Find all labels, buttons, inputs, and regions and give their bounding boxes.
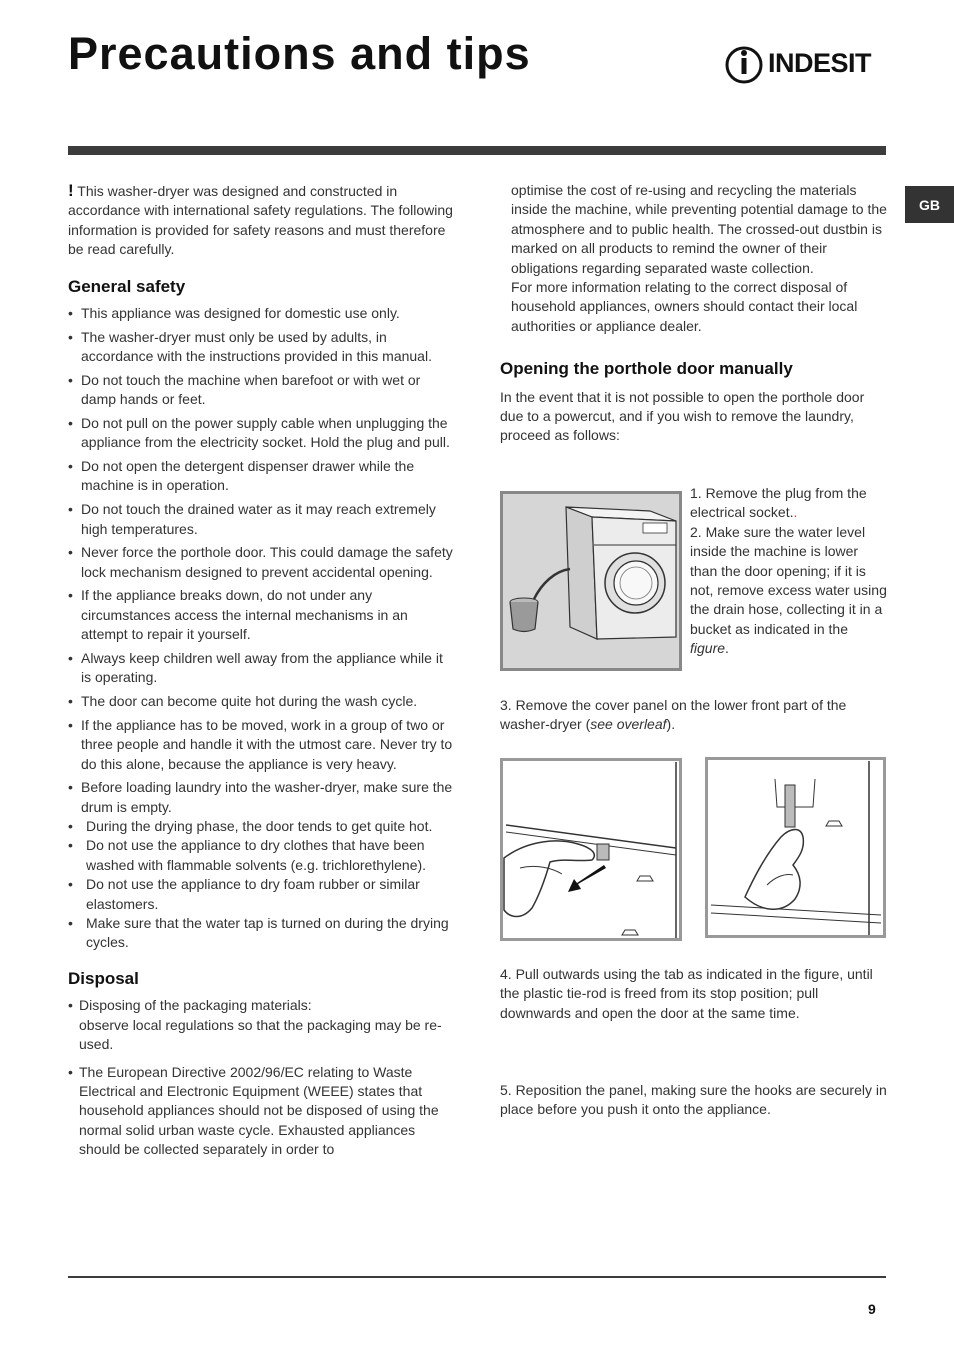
- porthole-heading: Opening the porthole door manually: [500, 359, 793, 379]
- list-item: [68, 996, 456, 1054]
- list-item: • If the appliance breaks down, do not under any circumstances access the internal mechanisms in an attempt to repair it yourself.: [68, 586, 456, 644]
- step-3: 3. Remove the cover panel on the lower front part of the washer-dryer (see overleaf).: [500, 697, 847, 733]
- list-item: • Do not use the appliance to dry clothes that have been washed with flammable solvents (e.g. trichlorethylene).: [68, 836, 456, 875]
- list-item: • The door can become quite hot during the wash cycle.: [68, 692, 456, 711]
- right-column: [500, 181, 888, 446]
- porthole-section: [500, 359, 888, 446]
- header-rule: [68, 146, 886, 155]
- list-item: • Do not use the appliance to dry foam rubber or similar elastomers.: [68, 875, 456, 914]
- step-1: 1. Remove the plug from the electrical socket..: [690, 485, 867, 521]
- left-column: [68, 181, 456, 1168]
- list-item: • If the appliance has to be moved, work in a group of two or three people and handle it with the utmost care. Never try to do this alone, because the appliance is very heavy.: [68, 716, 456, 774]
- porthole-intro: In the event that it is not possible to open the porthole door due to a powercut, and if you wish to remove the laundry, proceed as follows:: [500, 388, 865, 444]
- packaging-detail: observe local regulations so that the packaging may be re-used.: [79, 1016, 442, 1053]
- disposal-heading: Disposal: [68, 968, 139, 988]
- list-item: • During the drying phase, the door tends to get quite hot.: [68, 817, 456, 836]
- step-2: 2. Make sure the water level inside the machine is lower than the door opening; if it is not, remove excess water using the drain hose, collecting it in a bucket as indicated in the figure.: [690, 523, 887, 657]
- disposal-list: [68, 996, 456, 1159]
- general-safety-list: [68, 304, 456, 953]
- disposal-section: [68, 969, 456, 1160]
- list-item: • Always keep children well away from the appliance while it is operating.: [68, 649, 456, 688]
- indesit-logo: [724, 40, 888, 86]
- list-item: • Do not touch the drained water as it may reach extremely high temperatures.: [68, 500, 456, 539]
- language-tab: GB: [905, 186, 954, 223]
- list-item: • Do not open the detergent dispenser drawer while the machine is in operation.: [68, 457, 456, 496]
- disposal-continued: optimise the cost of re-using and recycling the materials inside the machine, while preventing potential damage to the atmosphere and to public health. The crossed-out dustbin is marked on all products to remind the owner of their obligations regarding separated waste collection.: [511, 182, 887, 276]
- list-item: • Before loading laundry into the washer-dryer, make sure the drum is empty.: [68, 778, 456, 817]
- step-4: 4. Pull outwards using the tab as indicated in the figure, until the plastic tie-rod is freed from its stop position; pull downwards and open the door at the same time.: [500, 966, 873, 1021]
- brand-name: INDESIT: [768, 48, 872, 78]
- list-item: • Make sure that the water tap is turned on during the drying cycles.: [68, 914, 456, 953]
- pull-down-figure: [705, 757, 886, 938]
- steps-1-2: [690, 484, 888, 659]
- indesit-i-icon: [724, 40, 766, 86]
- washer-drain-figure: [500, 491, 682, 671]
- packaging-line: Disposing of the packaging materials:: [79, 997, 312, 1014]
- warning-mark: !: [68, 181, 74, 200]
- page-number: 9: [868, 1301, 876, 1317]
- general-safety-heading: General safety: [68, 276, 186, 296]
- intro-text: This washer-dryer was designed and constructed in accordance with international safety regulations. The following information is provided for safety reasons and must therefore be read carefully.: [68, 183, 453, 258]
- footer-rule: [68, 1276, 886, 1278]
- general-safety-section: [68, 277, 456, 953]
- list-item: • Do not touch the machine when barefoot or with wet or damp hands or feet.: [68, 371, 456, 410]
- list-item: • The washer-dryer must only be used by adults, in accordance with the instructions provided in this manual.: [68, 328, 456, 367]
- step-5: 5. Reposition the panel, making sure the hooks are securely in place before you push it onto the appliance.: [500, 1082, 887, 1118]
- list-item: • Never force the porthole door. This could damage the safety lock mechanism designed to prevent accidental opening.: [68, 543, 456, 582]
- list-item: • This appliance was designed for domestic use only.: [68, 304, 456, 323]
- pull-tab-figure: [500, 758, 682, 941]
- disposal-more-info: For more information relating to the correct disposal of household appliances, owners should contact their local authorities or appliance dealer.: [511, 279, 858, 334]
- page-title: Precautions and tips: [68, 28, 531, 79]
- list-item: • The European Directive 2002/96/EC relating to Waste Electrical and Electronic Equipment (WEEE) states that household appliances should not be disposed of using the normal solid urban waste cycle. Exhausted appliances should be collected separately in order to: [68, 1063, 456, 1160]
- intro-paragraph: [68, 181, 456, 260]
- list-item: • Do not pull on the power supply cable when unplugging the appliance from the electricity socket. Hold the plug and pull.: [68, 414, 456, 453]
